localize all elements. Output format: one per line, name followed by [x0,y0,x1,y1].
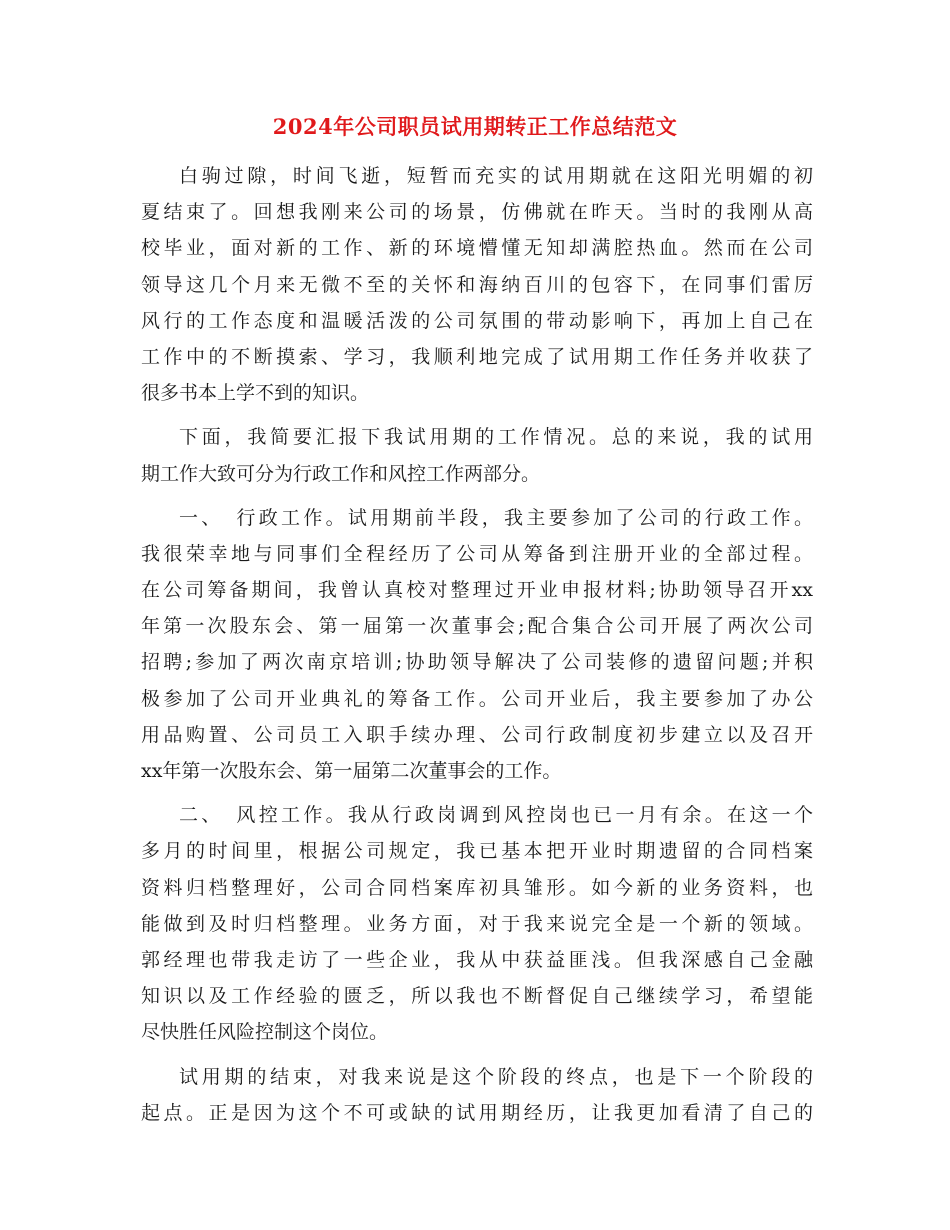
text-line: 一、 行政工作。试用期前半段，我主要参加了公司的行政工作。 [179,506,813,529]
text-line: 招聘;参加了两次南京培训;协助领导解决了公司装修的遗留问题;并积 [141,651,813,674]
text-line: 白驹过隙，时间飞逝，短暂而充实的试用期就在这阳光明媚的初 [179,165,813,187]
text-line: 工作中的不断摸索、学习，我顺利地完成了试用期工作任务并收获了 [141,345,813,368]
text-line: 很多书本上学不到的知识。 [141,382,370,405]
paragraph-gap [141,411,813,419]
text-line: 下面，我简要汇报下我试用期的工作情况。总的来说，我的试用 [179,426,813,449]
text-line: xx年第一次股东会、第一届第二次董事会的工作。 [141,760,562,782]
paragraph [141,1059,813,1131]
text-line: 在公司筹备期间，我曾认真校对整理过开业申报材料;协助领导召开xx [141,579,813,602]
document-title: 2024年公司职员试用期转正工作总结范文 [272,114,678,139]
text-line: 期工作大致可分为行政工作和风控工作两部分。 [141,462,541,485]
text-line: 能做到及时归档整理。业务方面，对于我来说完全是一个新的领域。 [141,912,813,935]
text-line: 极参加了公司开业典礼的筹备工作。公司开业后，我主要参加了办公 [141,687,813,710]
paragraph-gap [141,789,813,797]
text-line: 校毕业，面对新的工作、新的环境懵懂无知却满腔热血。然而在公司 [141,237,813,260]
paragraph [141,419,813,491]
text-line: 知识以及工作经验的匮乏，所以我也不断督促自己继续学习，希望能 [141,985,813,1008]
text-line: 夏结束了。回想我刚来公司的场景，仿佛就在昨天。当时的我刚从高 [141,201,813,224]
text-line: 试用期的结束，对我来说是这个阶段的终点，也是下一个阶段的 [179,1065,813,1088]
paragraph [141,797,813,1050]
text-line: 二、 风控工作。我从行政岗调到风控岗也已一月有余。在这一个 [179,804,813,827]
paragraph-gap [141,492,813,500]
paragraph [141,500,813,790]
text-line: 我很荣幸地与同事们全程经历了公司从筹备到注册开业的全部过程。 [141,542,813,565]
text-line: 风行的工作态度和温暖活泼的公司氛围的带动影响下，再加上自己在 [141,309,813,332]
text-line: 起点。正是因为这个不可或缺的试用期经历，让我更加看清了自己的 [141,1101,813,1124]
text-line: 资料归档整理好，公司合同档案库初具雏形。如今新的业务资料，也 [141,876,813,899]
text-line: 尽快胜任风险控制这个岗位。 [141,1021,389,1044]
text-line: 年第一次股东会、第一届第一次董事会;配合集合公司开展了两次公司 [141,615,813,638]
text-line: 郭经理也带我走访了一些企业，我从中获益匪浅。但我深感自己金融 [141,948,813,971]
text-line: 多月的时间里，根据公司规定，我已基本把开业时期遗留的合同档案 [141,840,813,863]
text-line: 领导这几个月来无微不至的关怀和海纳百川的包容下，在同事们雷厉 [141,273,813,296]
paragraph-gap [141,1051,813,1059]
text-line: 用品购置、公司员工入职手续办理、公司行政制度初步建立以及召开 [141,723,813,746]
paragraph [141,158,813,411]
document-body [141,158,813,1131]
